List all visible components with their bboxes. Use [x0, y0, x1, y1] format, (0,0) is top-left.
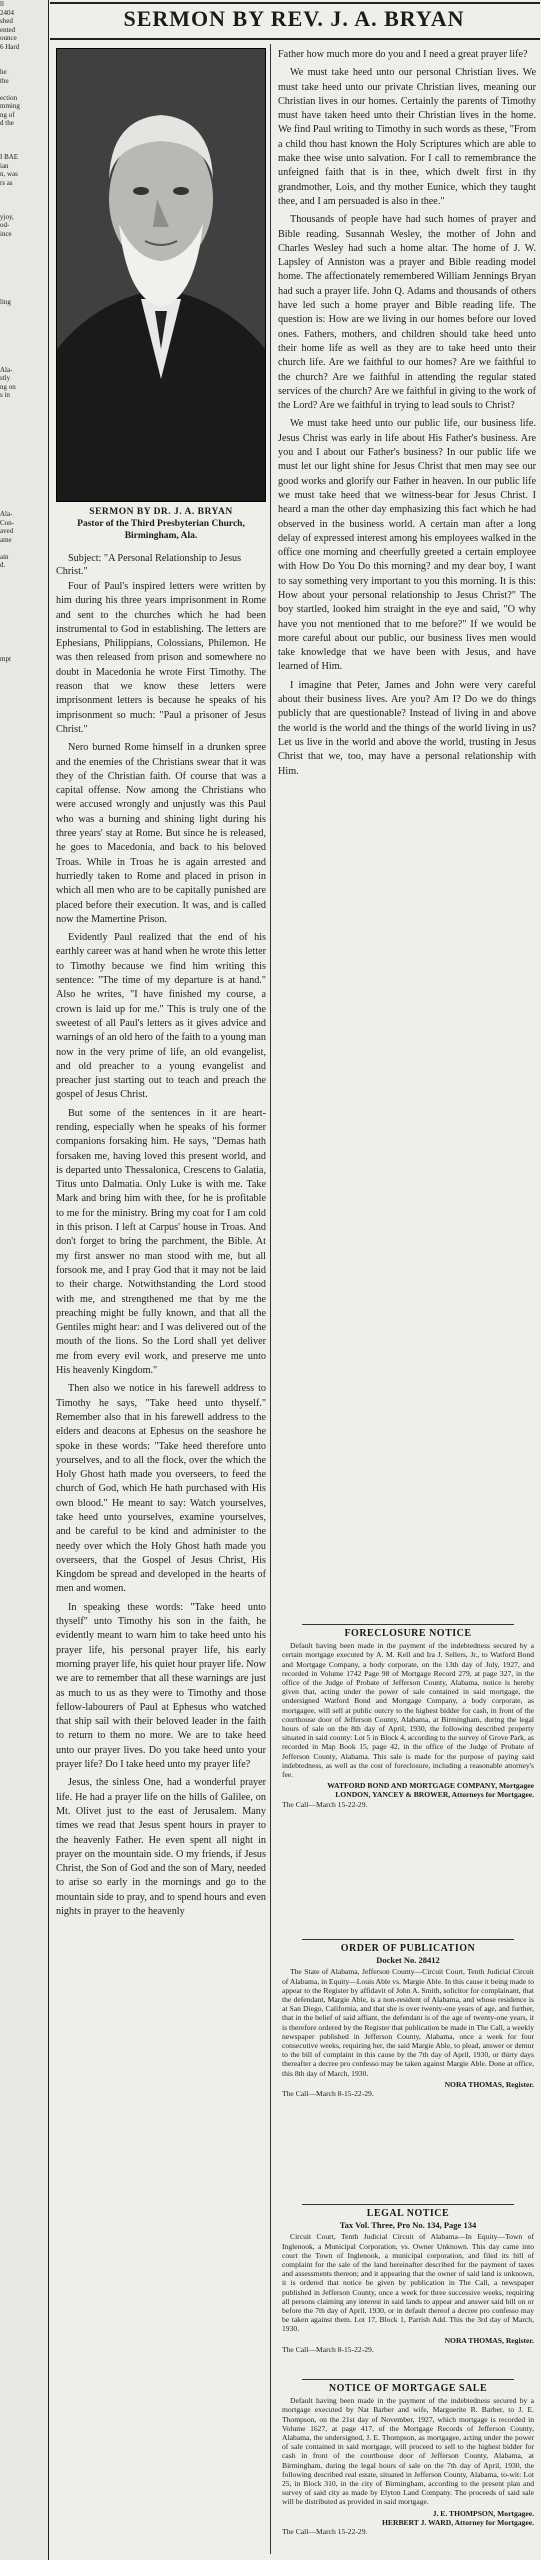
- edge-text-fragment: ian: [0, 161, 9, 170]
- edge-text-fragment: [0, 264, 48, 273]
- edge-text-fragment: yjoy,: [0, 212, 14, 221]
- paragraph: We must take heed unto our personal Christian lives. We must take heed unto our private Christian lives, meaning our Christian lives in our homes. Certainly the parents of Timothy must have taken heed unto their Christian lives in the home. We find Paul writing to Timothy in such words as these, "From a child thou hast known the Holy Scriptures which are able to make thee wise unto salvation. For I call to remembrance the unfeigned faith that is in thee, which dwelt first in thy grandmother, Lois, and thy mother Eunice, which they taught thee, and I am persuaded is also in thee.": [278, 67, 536, 207]
- notice-body: Circuit Court, Tenth Judicial Circuit of Alabama—In Equity—Town of Inglenook, a Municipal Corporation, vs. Owner Unknown. This day came into court the Town of Inglenook, a municipal corporation, and filed its bill of complaint for the sale of the land hereinafter described for the payment of taxes and assessments thereon; and it appearing that the owner of said land is unknown, it is ordered that notice be given by publication in The Call, a newspaper published in Jefferson County, once a week for three successive weeks, requiring all persons claiming any interest in said lands to appear and answer said bill on or before the 7th day of April, 1930, or in default thereof a decree pro confesso may be taken against them. Lot 17, Block 1, Parrish Add. This the 3rd day of March, 1930.: [282, 2232, 534, 2334]
- section-rule: [302, 1939, 514, 1940]
- edge-text-fragment: [0, 442, 48, 451]
- edge-text-fragment: [0, 672, 48, 681]
- notice-call: The Call—March 8-15-22-29.: [282, 2344, 374, 2354]
- edge-text-fragment: d.: [0, 561, 6, 569]
- edge-text-fragment: Ala-: [0, 510, 13, 518]
- edge-text-fragment: [0, 281, 48, 290]
- notice-title: FORECLOSURE NOTICE: [344, 1628, 472, 1639]
- edge-text-fragment: [0, 689, 48, 698]
- edge-text-fragment: aved: [0, 527, 14, 535]
- edge-text-fragment: [0, 748, 48, 757]
- header-rule: [50, 38, 540, 40]
- notice-attorney: HERBERT J. WARD, Attorney for Mortgagee.: [381, 2517, 534, 2527]
- edge-text-fragment: [0, 706, 48, 715]
- edge-text-fragment: ame: [0, 535, 12, 544]
- portrait-photo: [56, 48, 266, 502]
- edge-text-fragment: [0, 782, 48, 791]
- edge-text-fragment: [0, 680, 48, 689]
- paragraph: We must take heed unto our public life, our business life. Jesus Christ was early in life about His Father's business. Are you and I about our Father's business? In our public life we must let our light shine for Jesus Christ that men may see our good works and glorify our Father in heaven. In our public life we must take heed that we witness-bear for Jesus Christ. I heard a man the other day emphasizing this fact which he had observed in the business world. A certain man after a long delay of expressed interest among his employees walked in the office one morning and cheerfully greeted a certain employee with How Do You Do this morning? and my dear boy, I want to say something very important to you this morning. It is this: How about your personal relationship to Jesus Christ?" The boy startled, looked him straight in the eye and said, "O why have you not mentioned that to me before?" If we would be more careful about our public, our business lives men would take knowledge that we have been with Jesus, and have learned of Him.: [278, 418, 536, 673]
- section-rule: [302, 2204, 514, 2205]
- edge-text-fragment: mpt: [0, 654, 11, 663]
- edge-text-fragment: [0, 187, 48, 196]
- notice-call: The Call—March 15-22-29.: [282, 1799, 368, 1809]
- edge-text-fragment: [0, 502, 48, 511]
- legal-notice: [282, 2200, 534, 2354]
- edge-text-fragment: [0, 876, 48, 885]
- column-divider: [270, 44, 271, 2554]
- edge-text-fragment: ling: [0, 297, 11, 306]
- edge-text-fragment: [0, 434, 48, 443]
- edge-text-fragment: [0, 791, 48, 800]
- notice-title: ORDER OF PUBLICATION: [340, 1943, 476, 1954]
- section-rule: [302, 2379, 514, 2380]
- edge-text-fragment: [0, 238, 48, 247]
- edge-text-fragment: ll: [0, 0, 4, 8]
- edge-text-fragment: [0, 833, 48, 842]
- edge-text-fragment: [0, 408, 48, 417]
- page-title: SERMON BY REV. J. A. BRYAN: [123, 6, 465, 31]
- edge-text-fragment: d the: [0, 119, 14, 127]
- adjacent-column-fragment: [0, 0, 49, 2560]
- edge-text-fragment: [0, 859, 48, 868]
- edge-text-fragment: n, was: [0, 170, 18, 178]
- edge-text-fragment: [0, 349, 48, 358]
- notice-title: NOTICE OF MORTGAGE SALE: [328, 2383, 488, 2394]
- edge-text-fragment: [0, 306, 48, 315]
- paragraph: Father how much more do you and I need a great prayer life?: [278, 49, 528, 60]
- caption-title: SERMON BY DR. J. A. BRYAN: [89, 507, 233, 517]
- edge-text-fragment: [0, 740, 48, 749]
- edge-text-fragment: [0, 255, 48, 264]
- edge-text-fragment: [0, 714, 48, 723]
- sermon-left-column: [56, 580, 266, 1923]
- paragraph: In speaking these words: "Take heed unto thyself" unto Timothy his son in the faith, he evidently meant to warn him to take heed unto his prayer life, his personal prayer life, his early morning prayer life, his quiet hour prayer life. Now we are to remember that all these warnings are just as much to us as they were to Timothy and those fellow-labourers of Paul at Ephesus who watched that ship sail with their beloved leader in the faith to return to them no more. We are to take heed unto our prayer lives. Do you take heed unto your prayer life? Do I take heed unto my prayer life?: [56, 1601, 266, 1771]
- edge-text-fragment: stly: [0, 374, 11, 382]
- section-rule: [302, 1624, 514, 1625]
- edge-text-fragment: [0, 493, 48, 502]
- edge-text-fragment: od-: [0, 221, 10, 229]
- edge-text-fragment: [0, 723, 48, 732]
- edge-text-fragment: [0, 289, 48, 298]
- publication-order: [282, 1935, 534, 2098]
- caption-subtitle: Pastor of the Third Presbyterian Church, Birmingham, Ala.: [77, 519, 245, 541]
- edge-text-fragment: [0, 587, 48, 596]
- edge-text-fragment: [0, 357, 48, 366]
- edge-text-fragment: ain: [0, 552, 9, 561]
- edge-text-fragment: [0, 799, 48, 808]
- edge-text-fragment: [0, 731, 48, 740]
- edge-text-fragment: [0, 578, 48, 587]
- paragraph: Nero burned Rome himself in a drunken spree and the enemies of the Christians swear that it was they of the Christian faith. Of course that was a capital offense. Now among the Christians who were accused wrongly and unjustly was this Paul who was a burning and shining light during his three years' stay at Rome. But since he is released, he goes to Macedonia, and back to his beloved Troas. While in Troas he is again arrested and hurriedly taken to Rome and placed in prison in which all men who are to be capitally punished are placed before their execution. It was, and is called now the Mamertine Prison.: [56, 742, 266, 925]
- edge-text-fragment: [0, 128, 48, 137]
- edge-text-fragment: [0, 901, 48, 910]
- edge-text-fragment: 6 Hard: [0, 42, 20, 51]
- edge-text-fragment: [0, 544, 48, 553]
- edge-text-fragment: [0, 476, 48, 485]
- edge-text-fragment: [0, 774, 48, 783]
- notice-title: LEGAL NOTICE: [366, 2208, 450, 2219]
- edge-text-fragment: [0, 570, 48, 579]
- paragraph: Then also we notice in his farewell address to Timothy he says, "Take heed unto thyself." Remember also that in his farewell address to the elders and deacons at Ephesus on the seashore he spoke in these words: "Take heed therefore unto yourselves, and to all the flock, over the which the Holy Ghost hath made you overseers, to feed the church of God, which He hath purchased with His own blood." He meant to say: Watch yourselves, take heed unto yourselves, examine yourselves, and be careful to be kind and administer to the needy over which the Holy Ghost hath made you overseers, that the Gospel of Jesus Christ, His Kingdom be spread and developed in the hearts of men and women.: [56, 1383, 266, 1595]
- edge-text-fragment: [0, 850, 48, 859]
- sermon-subject: Subject: "A Personal Relationship to Jesus Christ.": [56, 553, 242, 577]
- edge-text-fragment: [0, 621, 48, 630]
- top-rule: [50, 2, 540, 4]
- notice-body: Default having been made in the payment of the indebtedness secured by a mortgage executed by Nat Barber and wife, Marguerite R. Barber, to J. E. Thompson, on the 21st day of November, 1927, which mortgage is recorded in Volume 1627, at page 417, of the Mortgage Records of Jefferson County, Alabama, the undersigned, J. E. Thompson, as mortgagee, acting under the power of sale contained in said mortgage, will proceed to sell to the highest bidder for cash in front of the courthouse door of Jefferson County, Alabama, at Birmingham, during the legal hours of sale on the 7th day of April, 1930, the following described real estate, situated in Jefferson County, Alabama, to-wit: Lot 25, in Block 310, in the city of Birmingham, according to the present plan and survey of said city as made by Elyton Land Company. The proceeds of said sale will be distributed as provided in said mortgage.: [282, 2396, 534, 2507]
- edge-text-fragment: [0, 451, 48, 460]
- edge-text-fragment: Ala-: [0, 365, 13, 374]
- edge-text-fragment: [0, 468, 48, 477]
- edge-text-fragment: ng on: [0, 382, 16, 391]
- paragraph: Thousands of people have had such homes of prayer and Bible reading. Susannah Wesley, the mother of John and Charles Wesley had such a home altar. The home of J. W. Lapsley of Anniston was a prayer and Bible reading model home. The affectionately remembered William Jennings Bryan had such a prayer life. John Q. Adams and thousands of others have led such a home prayer and Bible reading life. The question is: How are we living in our homes before our loved ones. Fathers, mothers, and children should take heed unto their home life as well as they are to take heed unto their church life. Are we faithful to our homes? Are we faithful to the church? Are we faithful in attending the regular stated services of the church? Are we faithful in giving to the work of the Lord? Are we faithful in trying to lead souls to Christ?: [278, 214, 536, 412]
- edge-text-fragment: ince: [0, 229, 12, 238]
- notice-body: Default having been made in the payment of the indebtedness secured by a certain mortgage executed by A. M. Kell and Ira J. Sellers, Jr., to Watford Bond and Mortgage Company, a body corporate, on the 13th day of July, 1927, and recorded in Volume 1742 Page 98 of Mortgage Record 279, at page 327, in the office of the Judge of Probate of Jefferson County, Alabama, notice is hereby given that, acting under the power of sale contained in said mortgage, the undersigned Watford Bond and Mortgage Company, a body corporate, as mortgagee, will sell at public outcry to the highest bidder for cash, in front of the courthouse door of Jefferson County, Alabama, at Birmingham, during the legal hours of sale on the 8th day of April, 1930, the following described property situated in said county: Lot 5 in Block 4, according to the survey of Grove Park, as recorded in Map Book 15, page 42, in the office of the Judge of Probate of Jefferson County, Alabama. This sale is made for the purpose of paying said indebtedness, as well as the cost of foreclosure, including a reasonable attorney's fee.: [282, 1641, 534, 1780]
- docket-number: Docket No. 28412: [376, 1955, 440, 1966]
- paragraph: But some of the sentences in it are heart-rending, especially when he speaks of his former companions forsaking him. He says, "Demas hath forsaken me, having loved this present world, and is departed unto Thessalonica, Crescens to Galatia, Titus unto Dalmatia. Only Luke is with me. Take Mark and bring him with thee, for he is profitable to me for the ministry. Bring my coat for I am cold in this prison. I left at Carpus' house in Troas. And don't forget to bring the parchment, the Bible. At my first answer no man stood with me, but all forsook me, and I pray God that it may not be laid to their charge. Notwithstanding the Lord stood with me, and strengthened me that by me the preaching might be fully known, and that all the Gentiles might hear: and I was delivered out of the mouth of the lions. So the Lord shall yet deliver me from every evil work, and preserve me unto His heavenly Kingdom.": [56, 1107, 266, 1377]
- edge-text-fragment: ented: [0, 25, 16, 34]
- paragraph: Four of Paul's inspired letters were written by him during his three years imprisonment in Rome and sent to the churches which he had been instrumental to God in establishing. The letters are Ephesians, Philippians, Colossians, Philemon. He was then released from prison and somewhere no doubt in Macedonia he wrote First Timothy. The reason that we know these letters were imprisonment letters is because he speaks of his imprisonment so much: "Paul a prisoner of Jesus Christ.": [56, 581, 266, 735]
- foreclosure-notice: [282, 1620, 534, 1809]
- edge-text-fragment: [0, 816, 48, 825]
- notice-call: The Call—March 8-15-22-29.: [282, 2089, 374, 2099]
- edge-text-fragment: [0, 595, 48, 604]
- edge-text-fragment: the: [0, 76, 9, 85]
- notice-body: The State of Alabama, Jefferson County—Circuit Court, Tenth Judicial Circuit of Alabama, in Equity—Louis Able vs. Margie Able. In this cause it being made to appear to the Register by affidavit of John A. Smith, solicitor for complainant, that the defendant, Margie Able, is a non-resident of Alabama, and whose residence is at San Diego, California, and that she is over twenty-one years of age, and further, that in the belief of said affiant, the defendant is of the age of twenty-one years, it is therefore ordered by the Register that publication be made in The Call, a weekly newspaper published in Jefferson County, Alabama, once a week for four consecutive weeks, requiring her, the said Margie Able, to plead, answer or demur to the bill of complaint in this cause by the 7th day of April, 1930, or thirty days thereafter a decree pro confesso may be taken against Margie Able. Done at office, this 8th day of March, 1930.: [282, 1967, 534, 2078]
- edge-text-fragment: [0, 204, 48, 213]
- edge-text-fragment: Con-: [0, 518, 14, 527]
- notice-call: The Call—March 15-22-29.: [282, 2527, 368, 2537]
- edge-text-fragment: [0, 60, 48, 69]
- edge-text-fragment: ng of: [0, 110, 15, 119]
- edge-text-fragment: [0, 604, 48, 613]
- edge-text-fragment: [0, 332, 48, 341]
- sermon-right-column: [278, 48, 536, 783]
- edge-text-fragment: [0, 136, 48, 145]
- edge-text-fragment: [0, 417, 48, 426]
- edge-text-fragment: [0, 825, 48, 834]
- edge-text-fragment: [0, 765, 48, 774]
- edge-text-fragment: [0, 340, 48, 349]
- edge-text-fragment: [0, 196, 48, 205]
- edge-text-fragment: [0, 247, 48, 256]
- edge-text-fragment: [0, 842, 48, 851]
- edge-text-fragment: [0, 612, 48, 621]
- edge-text-fragment: [0, 145, 48, 154]
- edge-text-fragment: [0, 485, 48, 494]
- notice-attorneys: LONDON, YANCEY & BROWER, Attorneys for Mortgagee.: [335, 1790, 534, 1800]
- edge-text-fragment: rs as: [0, 178, 13, 187]
- edge-text-fragment: [0, 459, 48, 468]
- edge-text-fragment: [0, 808, 48, 817]
- portrait-illustration: [57, 49, 265, 501]
- notice-signer: NORA THOMAS, Register.: [444, 2079, 534, 2089]
- edge-text-fragment: [0, 638, 48, 647]
- edge-text-fragment: [0, 85, 48, 94]
- edge-text-fragment: [0, 757, 48, 766]
- paragraph: I imagine that Peter, James and John were very careful about their business lives. Are you? Am I? Do we do things publicly that are questionable? Instead of living in and above the world is the world and the things of the world living in us? Let us live in the world and above the world, trusting in Jesus Christ that we, too, may have a personal relationship with Him.: [278, 679, 536, 777]
- edge-text-fragment: I BAE: [0, 153, 19, 161]
- edge-text-fragment: [0, 629, 48, 638]
- edge-text-fragment: [0, 323, 48, 332]
- edge-text-fragment: [0, 884, 48, 893]
- notice-signer: WATFORD BOND AND MORTGAGE COMPANY, Mortgagee: [327, 1781, 534, 1791]
- edge-text-fragment: [0, 425, 48, 434]
- edge-text-fragment: [0, 697, 48, 706]
- edge-text-fragment: [0, 51, 48, 60]
- notice-subtitle: Tax Vol. Three, Pro No. 134, Page 134: [339, 2220, 477, 2231]
- mortgage-sale-notice: [282, 2375, 534, 2536]
- paragraph: Jesus, the sinless One, had a wonderful prayer life. He had a prayer life on the hills of Galilee, on Mt. Olivet just to the east of Jerusalem. Many times we read that Jesus spent hours in prayer to the heavenly Father. He even spent all night in prayer on the mountain side. O my friends, if Jesus Christ, the Son of God and the son of Mary, needed to arise so early in the mornings and go to the mountain side to pray, and to spend hours and even nights in prayer to the heavenly: [56, 1777, 266, 1918]
- notice-signer: NORA THOMAS, Register.: [444, 2335, 534, 2345]
- edge-text-fragment: [0, 646, 48, 655]
- edge-text-fragment: [0, 315, 48, 324]
- paragraph: Evidently Paul realized that the end of his earthly career was at hand when he wrote this letter to Timothy because we find him writing this sentence: "The time of my departure is at hand." Also he writes, "I have finished my course, a crown is laid up for me." This is truly one of the sweetest of all Paul's letters as it gives advice and warnings of an old hero of the faith to a young man now in the very prime of life, an old evangelist, and old preacher to a young evangelist and preacher just starting out to teach and preach the gospel of Jesus Christ.: [56, 932, 266, 1101]
- edge-text-fragment: [0, 893, 48, 902]
- edge-text-fragment: he: [0, 68, 7, 76]
- edge-text-fragment: [0, 272, 48, 281]
- edge-text-fragment: ounce: [0, 34, 17, 42]
- edge-text-fragment: s in: [0, 391, 10, 399]
- notice-signer: J. E. THOMPSON, Mortgagee.: [432, 2508, 534, 2518]
- edge-text-fragment: [0, 663, 48, 672]
- edge-text-fragment: ection: [0, 93, 18, 102]
- photo-caption: [56, 506, 266, 542]
- edge-text-fragment: shed: [0, 17, 13, 25]
- edge-text-fragment: mming: [0, 102, 20, 110]
- edge-text-fragment: [0, 400, 48, 409]
- edge-text-fragment: [0, 867, 48, 876]
- edge-text-fragment: 2404: [0, 8, 14, 17]
